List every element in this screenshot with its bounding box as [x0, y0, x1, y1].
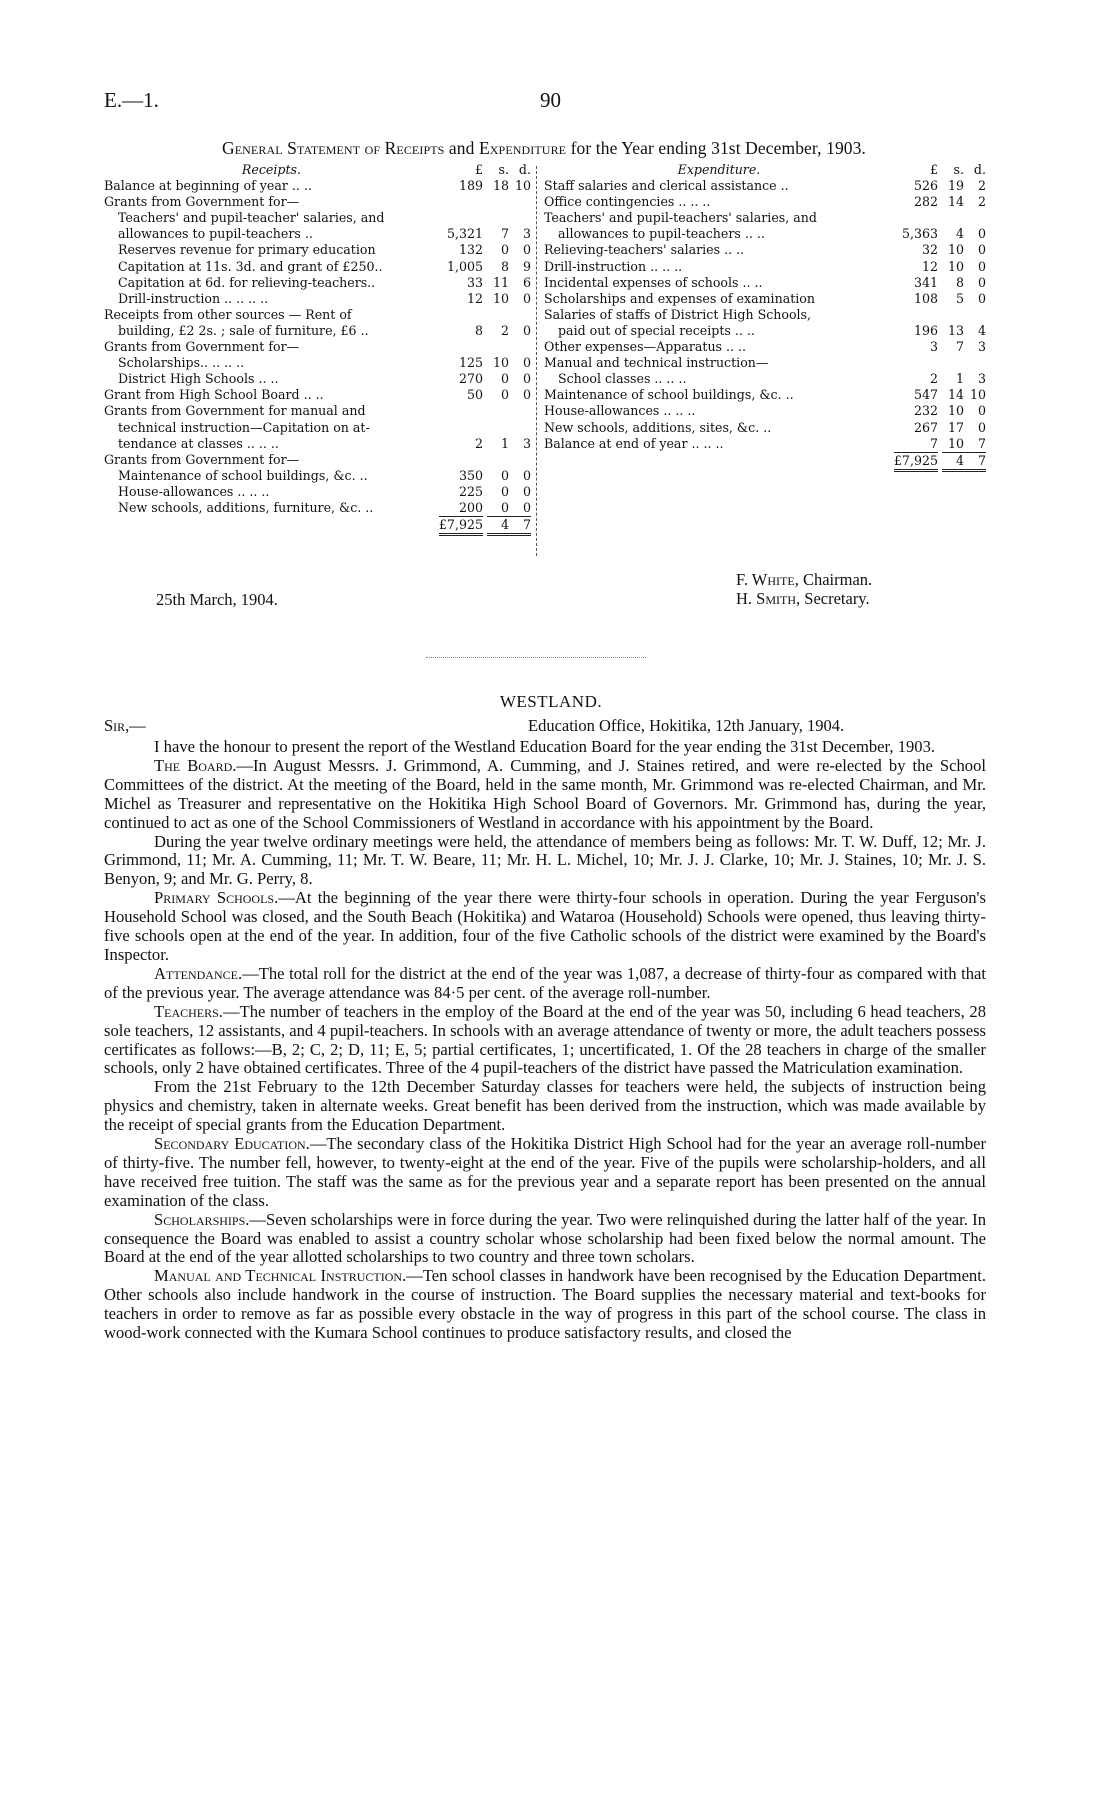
expenditure-description: Relieving-teachers' salaries .. .. — [544, 242, 745, 258]
receipt-shillings — [487, 307, 509, 323]
receipt-pence: 3 — [522, 226, 531, 242]
paragraph-text: From the 21st February to the 12th December Saturday classes for teachers were held, the subjects of instruction being physics and chemistry, taken in alternate weeks. Great benefit has been derived from the instruction, which was made available by the receipt of special grants from the Education Department. — [104, 1077, 986, 1135]
receipt-row — [104, 500, 531, 516]
expenditure-description: Manual and technical instruction— — [544, 355, 769, 371]
expenditure-pence — [964, 307, 986, 323]
report-paragraph — [104, 1211, 986, 1268]
expenditure-row — [544, 371, 986, 387]
statement-date: 25th March, 1904. — [156, 590, 278, 609]
secretary-name: H. Smith, — [736, 589, 801, 608]
paragraph-text: —The secondary class of the Hokitika District High School had for the year an average roll-number of thirty-five. The number fell, however, to twenty-eight at the end of the year. Five of the pupils were scholarship-holders, and all have received free tuition. The staff was the same as for the previous year and a separate report has been presented on the annual examination of the class. — [104, 1134, 986, 1210]
paragraph-lead: Secondary Education. — [154, 1134, 310, 1154]
receipt-row — [104, 403, 531, 419]
report-paragraph — [104, 965, 986, 1003]
expenditure-pounds: 232 — [913, 403, 938, 419]
col-shillings: s. — [953, 162, 964, 177]
paragraph-lead: Attendance. — [154, 963, 243, 983]
expenditure-pounds: 196 — [913, 322, 938, 338]
expenditure-pence: 0 — [977, 403, 986, 419]
expenditure-pounds: 12 — [921, 258, 938, 274]
receipt-shillings — [487, 452, 509, 468]
expenditure-total-cell — [942, 452, 964, 472]
receipt-shillings: 10 — [492, 355, 509, 371]
receipt-description: Drill-instruction .. .. .. .. — [118, 290, 269, 306]
expenditure-shillings: 14 — [947, 387, 964, 403]
receipt-pence: 0 — [522, 483, 531, 499]
receipt-description: Balance at beginning of year .. .. — [104, 178, 312, 194]
expenditure-shillings: 5 — [955, 290, 964, 306]
document-reference: E.—1. — [104, 88, 159, 112]
receipt-row — [104, 307, 531, 323]
receipt-shillings: 2 — [500, 322, 509, 338]
title-lead: General Statement of Receipts — [222, 138, 445, 158]
receipt-pence: 0 — [522, 499, 531, 515]
paragraph-text: —The number of teachers in the employ of the Board at the end of the year was 50, including 6 head teachers, 28 sole teachers, 12 assistants, and 4 pupil-teachers. In schools with an average attendance of twenty or more, the adult teachers possess certificates as follows:—B, 2; C, 2; D, 11; E, 5; partial certificates, 1; uncertificated, 1. Of the 28 teachers in charge of the smaller schools, only 2 have obtained certificates. Three of the 4 pupil-teachers of the district have passed the Matriculation examination. — [104, 1001, 986, 1078]
expenditure-pounds: 7 — [929, 435, 938, 451]
receipt-pounds: 125 — [458, 355, 483, 371]
receipt-description: Maintenance of school buildings, &c. .. — [118, 467, 368, 483]
expenditure-pounds — [894, 355, 942, 371]
receipt-row — [104, 259, 531, 275]
receipt-total-pence: 7 — [509, 516, 531, 536]
expenditure-pence: 3 — [977, 339, 986, 355]
receipt-row — [104, 387, 531, 403]
expenditure-description: Incidental expenses of schools .. .. — [544, 274, 763, 290]
expenditure-row — [544, 210, 986, 226]
expenditure-shillings: 13 — [947, 322, 964, 338]
expenditure-pounds — [894, 210, 942, 226]
expenditure-pence: 0 — [977, 242, 986, 258]
receipt-description: Receipts from other sources — Rent of — [104, 306, 352, 322]
receipt-row — [104, 210, 531, 226]
expenditure-row — [544, 259, 986, 275]
expenditure-description: Maintenance of school buildings, &c. .. — [544, 387, 794, 403]
receipt-total-cell — [439, 516, 487, 536]
column-divider — [536, 166, 538, 556]
expenditure-row — [544, 291, 986, 307]
receipt-shillings: 0 — [500, 371, 509, 387]
expenditure-pounds: 2 — [929, 371, 938, 387]
expenditure-description: allowances to pupil-teachers .. .. — [558, 226, 765, 242]
expenditure-shillings: 14 — [947, 194, 964, 210]
secretary-role: Secretary. — [804, 589, 870, 608]
receipt-pounds — [439, 339, 487, 355]
receipt-shillings — [487, 403, 509, 419]
expenditure-shillings: 8 — [955, 274, 964, 290]
expenditure-pounds: 341 — [913, 274, 938, 290]
receipt-total-shillings: 4 — [487, 516, 509, 536]
receipt-pence: 9 — [522, 258, 531, 274]
expenditure-description: Teachers' and pupil-teachers' salaries, and — [544, 210, 817, 226]
paragraph-lead: Scholarships. — [154, 1209, 250, 1229]
receipt-pence: 6 — [522, 274, 531, 290]
receipt-pence: 0 — [522, 242, 531, 258]
expenditure-total-pounds: £7,925 — [894, 452, 938, 472]
receipt-pounds: 8 — [474, 322, 483, 338]
expenditure-pence: 3 — [977, 371, 986, 387]
expenditure-shillings — [942, 355, 964, 371]
expenditure-pence: 0 — [977, 226, 986, 242]
receipt-pounds: 200 — [458, 499, 483, 515]
expenditure-description: Scholarships and expenses of examination — [544, 290, 815, 306]
expenditure-shillings: 10 — [947, 435, 964, 451]
report-paragraph — [104, 1135, 986, 1211]
signature-secretary — [736, 589, 872, 608]
receipt-total-cell — [509, 516, 531, 536]
expenditure-shillings: 10 — [947, 258, 964, 274]
receipt-total-row — [104, 516, 531, 536]
expenditure-pence: 10 — [969, 387, 986, 403]
receipt-pounds — [439, 194, 487, 210]
report-paragraph — [104, 1078, 986, 1135]
receipt-pounds: 189 — [458, 178, 483, 194]
receipt-shillings: 0 — [500, 242, 509, 258]
col-shillings: s. — [498, 162, 509, 177]
expenditure-shillings: 1 — [955, 371, 964, 387]
receipt-pence — [509, 403, 531, 419]
receipt-total-pounds: £7,925 — [439, 516, 483, 536]
receipt-row — [104, 242, 531, 258]
receipt-pence: 0 — [522, 355, 531, 371]
receipt-shillings: 0 — [500, 467, 509, 483]
receipt-description: House-allowances .. .. .. — [118, 483, 270, 499]
title-rest: for the Year ending 31st December, 1903. — [570, 138, 866, 158]
receipt-description: Grants from Government for— — [104, 339, 300, 355]
expenditure-pence: 0 — [977, 274, 986, 290]
signature-chairman — [736, 570, 872, 589]
receipt-shillings: 8 — [500, 258, 509, 274]
expenditure-pence: 2 — [977, 178, 986, 194]
salutation: Sir,— — [104, 716, 146, 735]
paragraph-text: —Ten school classes in handwork have been recognised by the Education Department. Other schools also include handwork in the course of instruction. The Board supplies the necessary material and text-books for teachers in order to remove as far as possible every obstacle in the way of progress in this part of the school course. The class in wood-work connected with the Kumara School continues to produce satisfactory results, and closed the — [104, 1266, 986, 1343]
expenditure-heading: Expenditure. — [677, 162, 761, 177]
expenditure-pounds: 267 — [913, 419, 938, 435]
paragraph-lead: Primary Schools. — [154, 888, 279, 908]
page-number: 90 — [540, 88, 561, 112]
expenditure-pence: 4 — [977, 322, 986, 338]
report-paragraph — [104, 833, 986, 890]
receipt-description: Reserves revenue for primary education — [118, 242, 376, 258]
receipt-shillings: 0 — [500, 499, 509, 515]
receipt-pence: 0 — [522, 290, 531, 306]
receipt-description: technical instruction—Capitation on at- — [118, 419, 370, 435]
receipt-description: Teachers' and pupil-teacher' salaries, and — [118, 210, 385, 226]
expenditure-pounds: 3 — [929, 339, 938, 355]
receipt-shillings: 0 — [500, 387, 509, 403]
expenditure-shillings: 7 — [955, 339, 964, 355]
expenditure-pence — [964, 210, 986, 226]
receipt-description: Grant from High School Board .. .. — [104, 387, 324, 403]
expenditure-row — [544, 275, 986, 291]
receipt-pence — [509, 307, 531, 323]
expenditure-row — [544, 387, 986, 403]
expenditure-row — [544, 323, 986, 339]
expenditure-total-cell — [964, 452, 986, 472]
receipt-shillings — [487, 339, 509, 355]
receipt-row — [104, 420, 531, 436]
expenditure-description: Staff salaries and clerical assistance .. — [544, 178, 789, 194]
title-and: and — [448, 138, 475, 158]
receipt-pounds: 33 — [466, 274, 483, 290]
expenditure-pence: 0 — [977, 419, 986, 435]
section-separator — [426, 657, 646, 658]
receipts-header-row — [104, 162, 531, 178]
expenditure-pence: 0 — [977, 290, 986, 306]
receipt-pounds — [439, 420, 487, 436]
expenditure-shillings: 4 — [955, 226, 964, 242]
chairman-name: F. White, — [736, 570, 799, 589]
expenditure-description: House-allowances .. .. .. — [544, 403, 696, 419]
receipt-description: District High Schools .. .. — [118, 371, 279, 387]
expenditure-table — [544, 162, 986, 472]
receipt-row — [104, 323, 531, 339]
receipt-description: Capitation at 11s. 3d. and grant of £250.. — [118, 258, 383, 274]
receipt-pounds: 225 — [458, 483, 483, 499]
chairman-role: Chairman. — [802, 570, 873, 589]
expenditure-description: Salaries of staffs of District High Schools, — [544, 306, 812, 322]
paragraph-text: —The total roll for the district at the end of the year was 1,087, a decrease of thirty-four as compared with that of the previous year. The average attendance was 84·5 per cent. of the average roll-number. — [104, 963, 986, 1002]
expenditure-row — [544, 194, 986, 210]
expenditure-row — [544, 403, 986, 419]
receipts-table — [104, 162, 531, 536]
receipt-shillings: 10 — [492, 290, 509, 306]
receipt-pounds: 50 — [466, 387, 483, 403]
receipt-row — [104, 194, 531, 210]
expenditure-shillings — [942, 307, 964, 323]
receipt-row — [104, 275, 531, 291]
receipt-pounds: 5,321 — [446, 226, 483, 242]
expenditure-row — [544, 355, 986, 371]
title-expenditure: Expenditure — [478, 138, 567, 158]
paragraph-text: —At the beginning of the year there were thirty-four schools in operation. During the year Ferguson's Household School was closed, and the South Beach (Hokitika) and Wataroa (Household) Schools were opened, thus leaving thirty-five schools open at the end of the year. In addition, four of the five Catholic schools of the district were examined by the Board's Inspector. — [104, 888, 986, 964]
receipt-shillings — [487, 420, 509, 436]
paragraph-text: —Seven scholarships were in force during the year. Two were relinquished during the latter half of the year. In consequence the Board was enabled to assist a country scholar whose scholarship had been fixed below the normal amount. The Board at the end of the year allotted scholarships to two country and three town scholars. — [104, 1209, 986, 1267]
signatures — [736, 570, 872, 608]
expenditure-pounds: 282 — [913, 194, 938, 210]
receipts-heading: Receipts. — [241, 162, 301, 177]
expenditure-total-spacer — [544, 452, 894, 472]
receipt-row — [104, 436, 531, 452]
receipt-pence: 3 — [522, 435, 531, 451]
receipt-row — [104, 178, 531, 194]
receipt-pounds — [439, 210, 487, 226]
expenditure-column — [544, 162, 986, 472]
paragraph-text: I have the honour to present the report of the Westland Education Board for the year ending the 31st December, 1903. — [154, 737, 936, 756]
receipt-row — [104, 468, 531, 484]
expenditure-row — [544, 178, 986, 194]
receipt-shillings: 1 — [500, 435, 509, 451]
receipts-column — [104, 162, 531, 536]
col-pounds: £ — [474, 162, 483, 177]
expenditure-shillings: 19 — [947, 178, 964, 194]
statement-title — [104, 138, 984, 159]
expenditure-description: New schools, additions, sites, &c. .. — [544, 419, 772, 435]
receipt-row — [104, 291, 531, 307]
receipt-total-spacer — [104, 516, 439, 536]
receipt-description: Grants from Government for— — [104, 451, 300, 467]
paragraph-lead: The Board. — [154, 755, 237, 775]
receipt-pounds: 1,005 — [446, 258, 483, 274]
expenditure-pounds — [894, 307, 942, 323]
receipt-pounds — [439, 307, 487, 323]
letter-address: Education Office, Hokitika, 12th January, 1904. — [528, 716, 845, 735]
receipt-pounds: 132 — [458, 242, 483, 258]
receipt-shillings: 7 — [500, 226, 509, 242]
expenditure-pounds: 5,363 — [901, 226, 938, 242]
col-pence: d. — [518, 162, 531, 177]
col-pounds: £ — [929, 162, 938, 177]
expenditure-total-cell — [894, 452, 942, 472]
receipt-description: Capitation at 6d. for relieving-teachers.. — [118, 274, 376, 290]
receipt-description: Scholarships.. .. .. .. — [118, 355, 245, 371]
expenditure-row — [544, 242, 986, 258]
paragraph-text: —In August Messrs. J. Grimmond, A. Cumming, and J. Staines retired, and were re-elected by the School Committees of the district. At the meeting of the Board, held in the same month, Mr. Grimmond was re-elected Chairman, and Mr. Michel as Treasurer and representative on the Hokitika High School Board of Governors. Mr. Grimmond has, during the year, continued to act as one of the School Commissioners of Westland in accordance with his appointment by the Board. — [104, 755, 986, 832]
report-paragraph — [104, 757, 986, 833]
expenditure-row — [544, 307, 986, 323]
expenditure-pence: 0 — [977, 258, 986, 274]
expenditure-row — [544, 420, 986, 436]
report-paragraph — [104, 889, 986, 965]
receipt-description: tendance at classes .. .. .. — [118, 435, 279, 451]
receipt-row — [104, 452, 531, 468]
receipt-pence — [509, 339, 531, 355]
receipt-description: New schools, additions, furniture, &c. .. — [118, 499, 374, 515]
expenditure-pounds: 108 — [913, 290, 938, 306]
expenditure-shillings: 17 — [947, 419, 964, 435]
receipt-description: Grants from Government for— — [104, 194, 300, 210]
expenditure-pence — [964, 355, 986, 371]
expenditure-pounds: 526 — [913, 178, 938, 194]
receipt-pence: 0 — [522, 387, 531, 403]
expenditure-description: School classes .. .. .. — [558, 371, 687, 387]
receipt-shillings — [487, 194, 509, 210]
paragraph-lead: Manual and Technical Instruction. — [154, 1266, 407, 1286]
expenditure-description: Balance at end of year .. .. .. — [544, 435, 724, 451]
receipt-pounds: 2 — [474, 435, 483, 451]
receipt-row — [104, 355, 531, 371]
expenditure-pence: 7 — [977, 435, 986, 451]
expenditure-row — [544, 436, 986, 452]
receipt-row — [104, 339, 531, 355]
receipt-pounds: 350 — [458, 467, 483, 483]
receipt-shillings: 18 — [492, 178, 509, 194]
receipt-description: building, £2 2s. ; sale of furniture, £6 .. — [118, 322, 369, 338]
receipt-pounds: 270 — [458, 371, 483, 387]
receipt-pence — [509, 194, 531, 210]
section-heading: WESTLAND. — [499, 692, 603, 711]
expenditure-pence: 2 — [977, 194, 986, 210]
receipt-row — [104, 226, 531, 242]
receipt-pence: 0 — [522, 371, 531, 387]
receipt-pounds — [439, 403, 487, 419]
expenditure-description: Other expenses—Apparatus .. .. — [544, 339, 747, 355]
receipt-pence — [509, 452, 531, 468]
paragraph-lead: Teachers. — [154, 1001, 223, 1021]
expenditure-pounds: 547 — [913, 387, 938, 403]
expenditure-header-row — [544, 162, 986, 178]
expenditure-shillings: 10 — [947, 403, 964, 419]
receipt-pence: 0 — [522, 467, 531, 483]
expenditure-pounds: 32 — [921, 242, 938, 258]
receipt-pence — [509, 210, 531, 226]
receipt-shillings — [487, 210, 509, 226]
col-pence: d. — [973, 162, 986, 177]
expenditure-total-shillings: 4 — [942, 452, 964, 472]
receipt-pence: 10 — [514, 178, 531, 194]
expenditure-description: Drill-instruction .. .. .. — [544, 258, 683, 274]
receipt-pence: 0 — [522, 322, 531, 338]
receipt-row — [104, 484, 531, 500]
receipt-pounds — [439, 452, 487, 468]
receipt-pence — [509, 420, 531, 436]
report-paragraph — [104, 1267, 986, 1343]
expenditure-total-row — [544, 452, 986, 472]
expenditure-row — [544, 226, 986, 242]
expenditure-description: paid out of special receipts .. .. — [558, 322, 755, 338]
receipt-row — [104, 371, 531, 387]
receipt-description: Grants from Government for manual and — [104, 403, 366, 419]
expenditure-shillings: 10 — [947, 242, 964, 258]
expenditure-total-pence: 7 — [964, 452, 986, 472]
expenditure-shillings — [942, 210, 964, 226]
receipt-pounds: 12 — [466, 290, 483, 306]
expenditure-row — [544, 339, 986, 355]
report-paragraph — [104, 1003, 986, 1079]
report-paragraph — [104, 738, 986, 757]
paragraph-text: During the year twelve ordinary meetings were held, the attendance of members being as follows: Mr. T. W. Duff, 12; Mr. J. Grimmond, 11; Mr. A. Cumming, 11; Mr. T. W. Beare, 11; Mr. H. L. Michel, 10; Mr. J. J. Clarke, 10; Mr. J. Staines, 10; Mr. J. S. Benyon, 9; and Mr. G. Perry, 8. — [104, 831, 986, 889]
receipt-shillings: 0 — [500, 483, 509, 499]
expenditure-description: Office contingencies .. .. .. — [544, 194, 711, 210]
report-body — [104, 738, 986, 1343]
receipt-description: allowances to pupil-teachers .. — [118, 226, 313, 242]
receipt-shillings: 11 — [492, 274, 509, 290]
receipt-total-cell — [487, 516, 509, 536]
